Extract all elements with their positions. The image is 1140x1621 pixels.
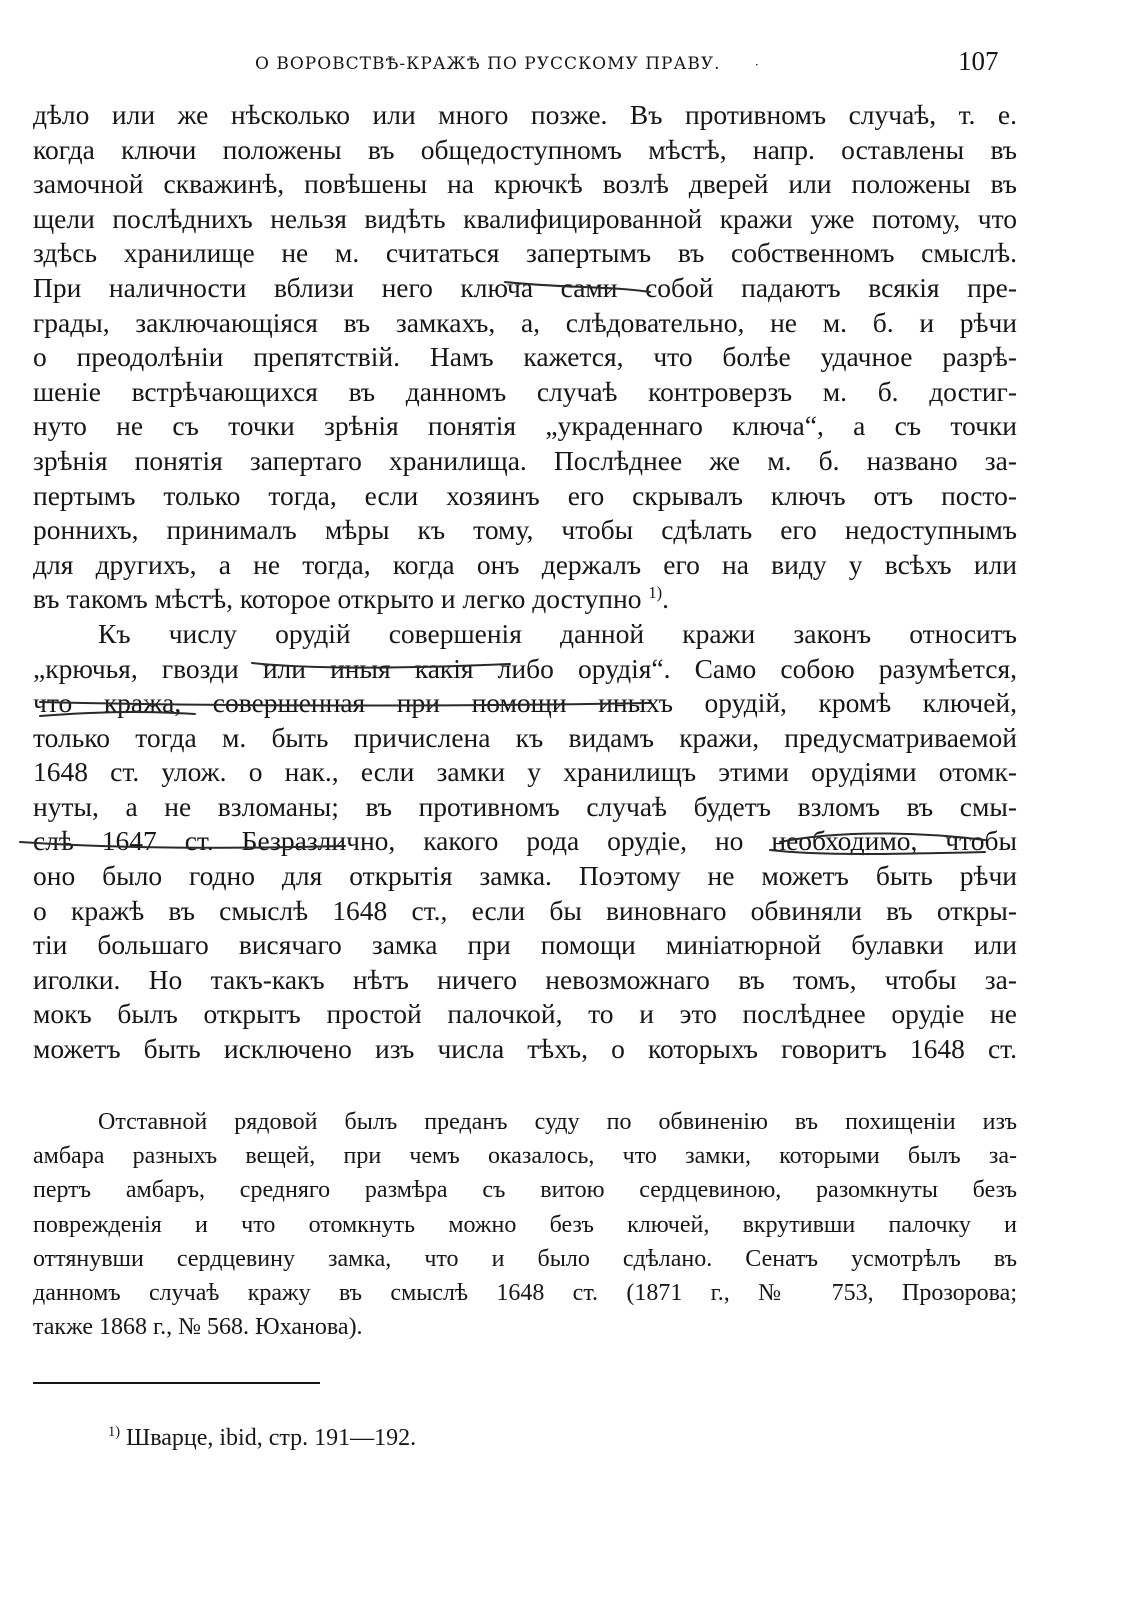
text-line: что кража, совершенная при помощи иныхъ орудій, кромѣ ключей, xyxy=(33,687,1017,719)
text-line: о преодолѣніи препятствій. Намъ кажется, что болѣе удачное разрѣ- xyxy=(33,341,1017,373)
text-line: грады, заключающіяся въ замкахъ, а, слѣдовательно, не м. б. и рѣчи xyxy=(33,306,1017,338)
text-line: роннихъ, принималъ мѣры къ тому, чтобы сдѣлать его недоступнымъ xyxy=(33,514,1017,546)
case-line: поврежденія и что отомкнуть можно безъ ключей, вкрутивши палочку и xyxy=(33,1211,1017,1238)
case-line: также 1868 г., № 568. Юханова). xyxy=(33,1314,363,1341)
text-line: о кражѣ въ смыслѣ 1648 ст., если бы виновнаго обвиняли въ откры- xyxy=(33,894,1017,926)
text-line: пертымъ только тогда, если хозяинъ его скрывалъ ключъ отъ посто- xyxy=(33,479,1017,511)
text-line: оно было годно для открытія замка. Поэтому не можетъ быть рѣчи xyxy=(33,860,1017,892)
text-line: для другихъ, а не тогда, когда онъ держалъ его на виду у всѣхъ или xyxy=(33,548,1017,580)
text-line: мокъ былъ открытъ простой палочкой, то и это послѣднее орудіе не xyxy=(33,998,1017,1030)
text-line: щели послѣднихъ нельзя видѣть квалифицированной кражи уже потому, что xyxy=(33,202,1017,234)
text-line: нуты, а не взломаны; въ противномъ случаѣ будетъ взломъ въ смы- xyxy=(33,790,1017,822)
case-paragraph xyxy=(33,1105,1017,1344)
text-line: зрѣнія понятія запертаго хранилища. Послѣднее же м. б. названо за- xyxy=(33,444,1017,476)
text-line: замочной скважинѣ, повѣшены на крючкѣ возлѣ дверей или положены въ xyxy=(33,168,1017,200)
footnote-marker: 1) xyxy=(108,1424,120,1440)
text-line: тіи большаго висячаго замка при помощи миніатюрной булавки или xyxy=(33,929,1017,961)
text-line: когда ключи положены въ общедоступномъ мѣстѣ, напр. оставлены въ xyxy=(33,133,1017,165)
case-line: пертъ амбаръ, средняго размѣра съ витою сердцевиною, разомкнуты безъ xyxy=(33,1177,1017,1204)
running-title-text: О ВОРОВСТВѢ-КРАЖѢ ПО РУССКОМУ ПРАВУ. xyxy=(255,54,721,74)
case-line: амбара разныхъ вещей, при чемъ оказалось, что замки, которыми былъ за- xyxy=(33,1143,1017,1170)
case-line: Отставной рядовой былъ преданъ суду по обвиненію въ похищеніи изъ xyxy=(98,1109,1017,1135)
text-line: слѣ 1647 ст. Безразлично, какого рода орудіе, но необходимо, чтобы xyxy=(33,825,1017,857)
main-text xyxy=(33,98,1017,1067)
text-line: дѣло или же нѣсколько или много позже. Въ противномъ случаѣ, т. е. xyxy=(33,99,1017,130)
text-line: иголки. Но такъ-какъ нѣтъ ничего невозможнаго въ томъ, чтобы за- xyxy=(33,963,1017,995)
footnote-divider xyxy=(33,1382,320,1384)
text-line: Къ числу орудій совершенія данной кражи законъ относитъ xyxy=(98,617,1017,649)
text-line: здѣсь хранилище не м. считаться запертымъ въ собственномъ смыслѣ. xyxy=(33,237,1017,269)
text-line: только тогда м. быть причислена къ видамъ кражи, предусматриваемой xyxy=(33,721,1017,753)
footnote-ref[interactable]: 1) xyxy=(648,583,663,603)
footnote xyxy=(108,1425,416,1452)
text-line: нуто не съ точки зрѣнія понятія „украденнаго ключа“, а съ точки xyxy=(33,410,1017,442)
text-line: При наличности вблизи него ключа сами собой падаютъ всякія пре- xyxy=(33,271,1017,303)
text-line-with-footnote-ref xyxy=(33,582,1017,617)
page-number: 107 xyxy=(958,46,999,76)
footnote-ref-tail: . xyxy=(662,583,669,615)
case-line: оттянувши сердцевину замка, что и было сдѣлано. Сенатъ усмотрѣлъ въ xyxy=(33,1245,1017,1272)
text-line: въ такомъ мѣстѣ, которое открыто и легко доступно xyxy=(33,583,642,615)
stray-mark: · xyxy=(754,57,760,72)
running-title xyxy=(255,54,760,74)
text-line: „крючья, гвозди или иныя какія либо орудія“. Само собою разумѣется, xyxy=(33,652,1017,684)
text-line: шеніе встрѣчающихся въ данномъ случаѣ контроверзъ м. б. достиг- xyxy=(33,375,1017,407)
case-line: данномъ случаѣ кражу въ смыслѣ 1648 ст. (1871 г., № 753, Прозорова; xyxy=(33,1279,1017,1306)
text-line: можетъ быть исключено изъ числа тѣхъ, о которыхъ говоритъ 1648 ст. xyxy=(33,1033,1017,1065)
footnote-text: Шварце, ibid, стр. 191—192. xyxy=(126,1425,417,1451)
text-line: 1648 ст. улож. о нак., если замки у хранилищъ этими орудіями отомк- xyxy=(33,756,1017,788)
